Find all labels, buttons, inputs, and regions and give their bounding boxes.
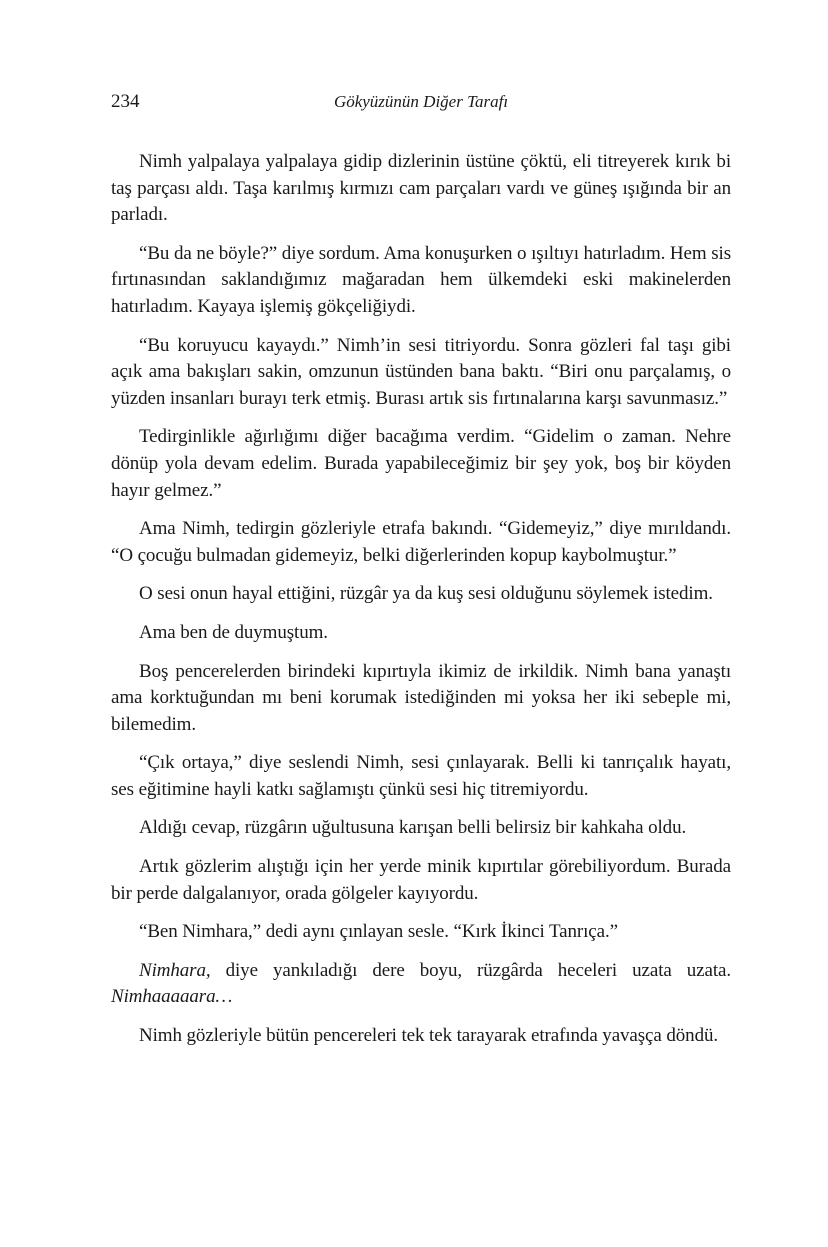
- italic-name: Nimhara,: [139, 959, 211, 981]
- paragraph: Aldığı cevap, rüzgârın uğultusuna karışan belli belirsiz bir kahkaha oldu.: [139, 817, 687, 839]
- paragraph: “Ben Nimhara,” dedi aynı çınlayan sesle. “Kırk İkinci Tanrıça.”: [139, 921, 618, 943]
- paragraph: Tedirginlikle ağırlığımı diğer bacağıma verdim. “Gidelim o zaman. Nehre dönüp yola devam edelim. Burada yapabileceğimiz bir şey yok, boş bir köyden hayır gelmez.”: [111, 426, 731, 501]
- paragraph: Ama Nimh, tedirgin gözleriyle etrafa bakındı. “Gidemeyiz,” diye mırıldandı. “O çocuğu bulmadan gidemeyiz, belki diğerlerinden kopup kaybolmuştur.”: [111, 518, 731, 566]
- paragraph: “Bu da ne böyle?” diye sordum. Ama konuşurken o ışıltıyı hatırladım. Hem sis fırtınasından saklandığımız mağaradan hem ülkemdeki eski makinelerden hatırladım. Kayaya işlemiş gökçeliğiydi.: [111, 242, 731, 317]
- paragraph: “Çık ortaya,” diye seslendi Nimh, sesi çınlayarak. Belli ki tanrıçalık hayatı, ses eğitimine hayli katkı sağlamıştı çünkü sesi hiç titremiyordu.: [111, 752, 731, 800]
- paragraph: Artık gözlerim alıştığı için her yerde minik kıpırtılar görebiliyordum. Burada bir perde dalgalanıyor, orada gölgeler kayıyordu.: [111, 856, 731, 904]
- paragraph: Ama ben de duymuştum.: [139, 621, 328, 643]
- paragraph-middle: diye yankıladığı dere boyu, rüzgârda heceleri uzata uzata.: [210, 959, 731, 981]
- body-text: [111, 149, 731, 1062]
- paragraph: “Bu koruyucu kayaydı.” Nimh’in sesi titriyordu. Sonra gözleri fal taşı gibi açık ama bakışları sakin, omzunun üstünden bana baktı. “Biri onu parçalamış, o yüzden insanları burayı terk etmiş. Burası artık sis fırtınalarına karşı savunmasız.”: [111, 334, 731, 409]
- paragraph: Nimh yalpalaya yalpalaya gidip dizlerinin üstüne çöktü, eli titreyerek kırık bi taş parçası aldı. Taşa karılmış kırmızı cam parçaları vardı ve güneş ışığında bir an parladı.: [111, 151, 731, 226]
- paragraph: Nimh gözleriyle bütün pencereleri tek tek tarayarak etrafında yavaşça döndü.: [139, 1025, 719, 1047]
- page-header: [111, 88, 731, 118]
- paragraph: O sesi onun hayal ettiğini, rüzgâr ya da kuş sesi olduğunu söylemek istedim.: [139, 583, 713, 605]
- running-title: Gökyüzünün Diğer Tarafı: [333, 92, 509, 111]
- paragraph-italic-echo: [111, 958, 731, 1011]
- italic-echo: Nimhaaaaara…: [111, 986, 233, 1008]
- page-number: 234: [111, 91, 140, 112]
- paragraph: Boş pencerelerden birindeki kıpırtıyla ikimiz de irkildik. Nimh bana yanaştı ama korktuğundan mı beni korumak istediğinden mi yoksa her iki sebeple mi, bilemedim.: [111, 660, 731, 735]
